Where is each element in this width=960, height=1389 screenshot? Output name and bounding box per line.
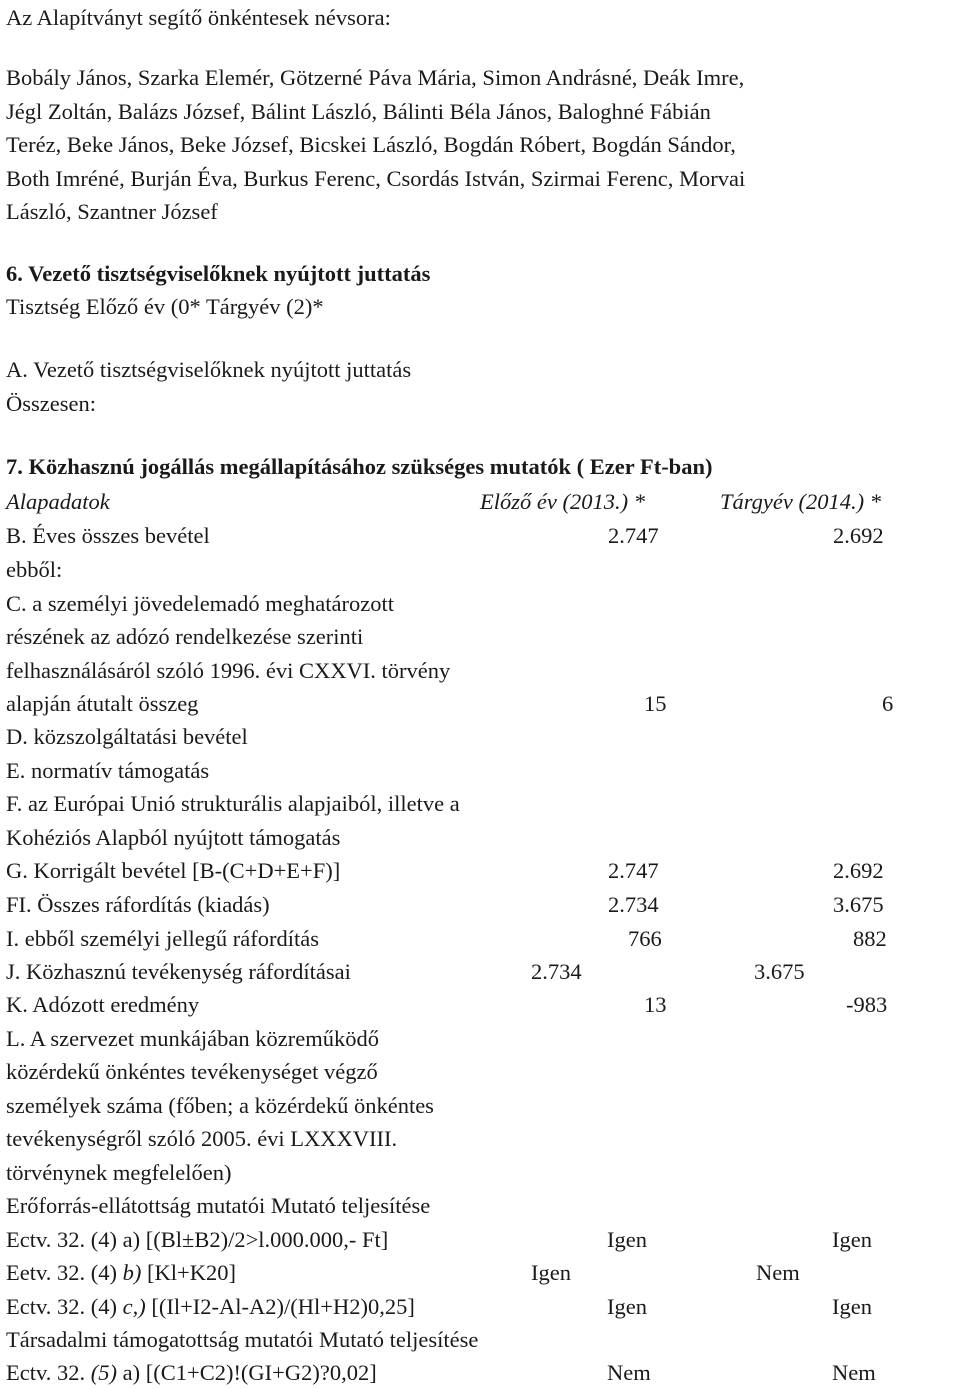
- ectv-2-label-pre: Eetv. 32. (4): [6, 1260, 123, 1285]
- row-f-line: Kohéziós Alapból nyújtott támogatás: [6, 825, 341, 850]
- row-i-curr: 882: [853, 926, 887, 951]
- volunteer-names-line: Teréz, Beke János, Beke József, Bicskei László, Bogdán Róbert, Bogdán Sándor,: [6, 132, 736, 157]
- row-l-line: személyek száma (főben; a közérdekű önkéntes: [6, 1093, 434, 1118]
- row-l-line: törvénynek megfelelően): [6, 1160, 232, 1185]
- row-g-prev: 2.747: [608, 858, 659, 883]
- ectv-3-label-post: [(Il+I2-Al-A2)/(Hl+H2)0,25]: [145, 1294, 415, 1319]
- row-l-line: L. A szervezet munkájában közreműködő: [6, 1026, 379, 1051]
- ectv-4-label-post: a) [(C1+C2)!(GI+G2)?0,02]: [117, 1360, 377, 1385]
- social-indicators-header: Társadalmi támogatottság mutatói Mutató teljesítése: [6, 1327, 479, 1352]
- row-l-line: tevékenységről szóló 2005. évi LXXXVIII.: [6, 1126, 398, 1151]
- resource-indicators-header: Erőforrás-ellátottság mutatói Mutató teljesítése: [6, 1193, 431, 1218]
- ectv-2-prev: Igen: [531, 1260, 571, 1285]
- volunteer-names-line: Both Imréné, Burján Éva, Burkus Ferenc, Csordás István, Szirmai Ferenc, Morvai: [6, 166, 746, 191]
- row-k-curr: -983: [846, 992, 888, 1017]
- ectv-2-label: [6, 1259, 236, 1287]
- row-i-prev: 766: [628, 926, 662, 951]
- row-c-line: C. a személyi jövedelemadó meghatározott: [6, 591, 394, 616]
- ectv-2-curr: Nem: [756, 1260, 800, 1285]
- ectv-4-label-italic: (5): [90, 1360, 118, 1385]
- row-c-line: részének az adózó rendelkezése szerinti: [6, 624, 364, 649]
- row-f-line: F. az Európai Unió strukturális alapjaiból, illetve a: [6, 791, 460, 816]
- ectv-3-label: [6, 1293, 415, 1321]
- ectv-3-label-italic: c,): [122, 1294, 146, 1319]
- row-fi-label: FI. Összes ráfordítás (kiadás): [6, 892, 270, 917]
- ectv-4-prev: Nem: [607, 1360, 651, 1385]
- row-b-prev: 2.747: [608, 523, 659, 548]
- row-g-label: G. Korrigált bevétel [B-(C+D+E+F)]: [6, 858, 341, 883]
- ectv-4-curr: Nem: [832, 1360, 876, 1385]
- row-k-prev: 13: [644, 992, 667, 1017]
- row-c-curr: 6: [882, 691, 894, 716]
- ectv-1-prev: Igen: [607, 1227, 647, 1252]
- ectv-1-curr: Igen: [832, 1227, 872, 1252]
- ectv-2-label-post: [Kl+K20]: [141, 1260, 236, 1285]
- ectv-2-label-italic: b): [122, 1260, 142, 1285]
- row-fi-prev: 2.734: [608, 892, 659, 917]
- base-data-label: Alapadatok: [6, 489, 110, 514]
- volunteer-names-line: László, Szantner József: [6, 199, 218, 224]
- current-year-header: Tárgyév (2014.) *: [720, 489, 882, 514]
- row-l-line: közérdekű önkéntes tevékenységet végző: [6, 1059, 378, 1084]
- prev-year-header: Előző év (2013.) *: [480, 489, 645, 514]
- ectv-3-label-pre: Ectv. 32. (4): [6, 1294, 123, 1319]
- volunteers-heading: Az Alapítványt segítő önkéntesek névsora:: [6, 5, 391, 30]
- row-b-label: B. Éves összes bevétel: [6, 523, 210, 548]
- volunteer-names-line: Bobály János, Szarka Elemér, Götzerné Páva Mária, Simon Andrásné, Deák Imre,: [6, 65, 745, 90]
- row-j-label: J. Közhasznú tevékenység ráfordításai: [6, 959, 351, 984]
- row-b-curr: 2.692: [833, 523, 884, 548]
- row-i-label: I. ebből személyi jellegű ráfordítás: [6, 926, 320, 951]
- ectv-4-label: [6, 1359, 377, 1387]
- row-d-label: D. közszolgáltatási bevétel: [6, 724, 248, 749]
- section-7-title: 7. Közhasznú jogállás megállapításához szükséges mutatók ( Ezer Ft-ban): [6, 454, 713, 479]
- section-6-title: 6. Vezető tisztségviselőknek nyújtott juttatás: [6, 261, 431, 286]
- ectv-1-label: Ectv. 32. (4) a) [(Bl±B2)/2>l.000.000,- Ft]: [6, 1227, 389, 1252]
- row-j-curr: 3.675: [754, 959, 805, 984]
- volunteer-names-line: Jégl Zoltán, Balázs József, Bálint László, Bálinti Béla János, Baloghné Fábián: [6, 99, 711, 124]
- ebbol-label: ebből:: [6, 557, 63, 582]
- ectv-3-curr: Igen: [832, 1294, 872, 1319]
- row-c-prev: 15: [644, 691, 667, 716]
- row-k-label: K. Adózott eredmény: [6, 992, 200, 1017]
- row-j-prev: 2.734: [531, 959, 582, 984]
- section-6-total: Összesen:: [6, 391, 96, 416]
- section-6-header: Tisztség Előző év (0* Tárgyév (2)*: [6, 294, 324, 319]
- row-e-label: E. normatív támogatás: [6, 758, 210, 783]
- row-g-curr: 2.692: [833, 858, 884, 883]
- ectv-3-prev: Igen: [607, 1294, 647, 1319]
- section-6-row-a: A. Vezető tisztségviselőknek nyújtott juttatás: [6, 357, 412, 382]
- row-c-line: alapján átutalt összeg: [6, 691, 199, 716]
- row-fi-curr: 3.675: [833, 892, 884, 917]
- row-c-line: felhasználásáról szóló 1996. évi CXXVI. törvény: [6, 658, 451, 683]
- ectv-4-label-pre: Ectv. 32.: [6, 1360, 91, 1385]
